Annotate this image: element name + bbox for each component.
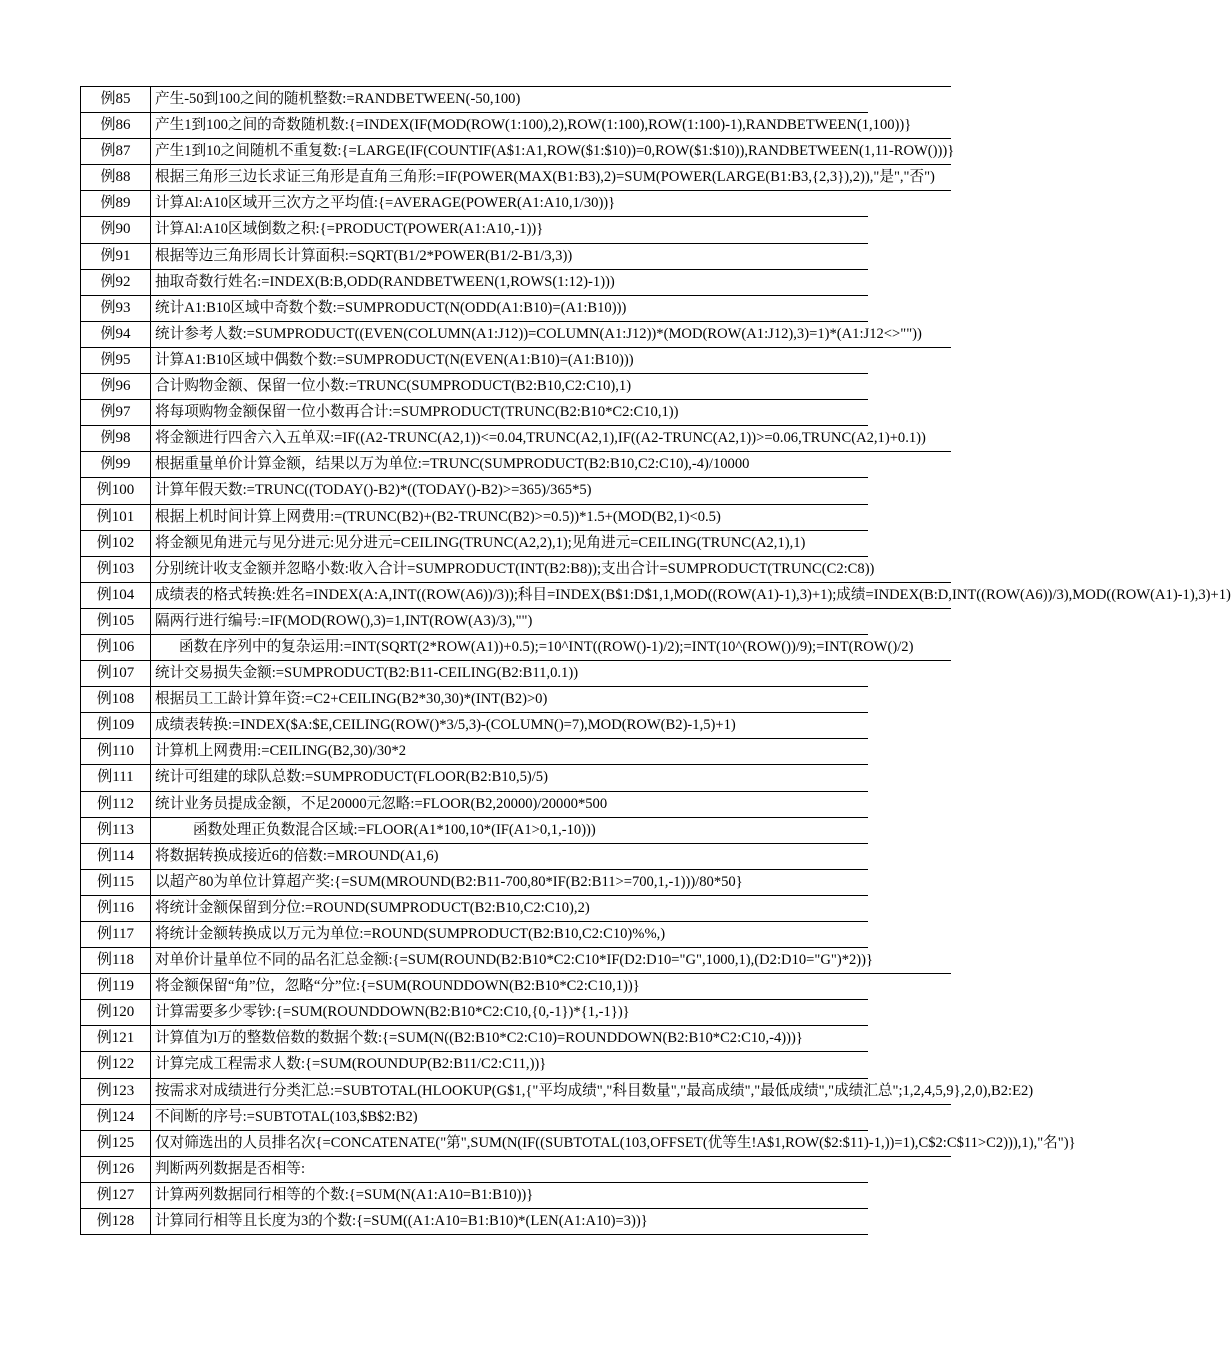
row-label-cell[interactable]: 例116 [81,896,151,921]
formula-cell[interactable]: 以超产80为单位计算超产奖:{=SUM(MROUND(B2:B11-700,80*IF(B2:B11>=700,1,-1)))/80*50} [155,873,743,890]
row-label-cell[interactable]: 例99 [81,452,151,477]
table-row [81,531,868,557]
formula-cell[interactable]: 分别统计收支金额并忽略小数:收入合计=SUMPRODUCT(INT(B2:B8));支出合计=SUMPRODUCT(TRUNC(C2:C8)) [155,560,875,577]
row-label-cell[interactable]: 例104 [81,583,151,608]
table-row [81,322,951,348]
table-row [81,1131,1076,1157]
row-label-cell[interactable]: 例92 [81,270,151,295]
row-label-cell[interactable]: 例118 [81,948,151,973]
formula-cell[interactable]: 根据重量单价计算金额，结果以万为单位:=TRUNC(SUMPRODUCT(B2:B10,C2:C10),-4)/10000 [155,456,750,473]
table-row [81,1079,1034,1105]
row-label-cell[interactable]: 例123 [81,1079,151,1104]
formula-cell[interactable]: 统计A1:B10区域中奇数个数:=SUMPRODUCT(N(ODD(A1:B10)=(A1:B10))) [155,299,627,316]
row-label-cell[interactable]: 例112 [81,792,151,817]
formula-cell[interactable]: 根据员工工龄计算年资:=C2+CEILING(B2*30,30)*(INT(B2)>0) [155,691,548,708]
row-label-cell[interactable]: 例103 [81,557,151,582]
table-row [81,505,868,531]
table-row [81,244,868,270]
row-label-cell[interactable]: 例114 [81,844,151,869]
row-label-cell[interactable]: 例108 [81,687,151,712]
table-row [81,426,951,452]
formula-cell[interactable]: 合计购物金额、保留一位小数:=TRUNC(SUMPRODUCT(B2:B10,C2:C10),1) [155,378,632,395]
row-label-cell[interactable]: 例86 [81,113,151,138]
table-row [81,948,951,974]
formula-cell[interactable]: 将数据转换成接近6的倍数:=MROUND(A1,6) [155,847,439,864]
formula-cell[interactable]: 计算两列数据同行相等的个数:{=SUM(N(A1:A10=B1:B10))} [155,1186,534,1203]
row-label-cell[interactable]: 例125 [81,1131,151,1156]
formula-cell[interactable]: 计算年假天数:=TRUNC((TODAY()-B2)*((TODAY()-B2)>=365)/365*5) [155,482,592,499]
table-row [81,1026,868,1052]
formula-cell[interactable]: 抽取奇数行姓名:=INDEX(B:B,ODD(RANDBETWEEN(1,ROWS(1:12)-1))) [155,273,615,290]
formula-cell[interactable]: 将金额进行四舍六入五单双:=IF((A2-TRUNC(A2,1))<=0.04,TRUNC(A2,1),IF((A2-TRUNC(A2,1))>=0.06,TRUNC(A2,1)+0.1)) [155,430,926,447]
row-label-cell[interactable]: 例111 [81,765,151,790]
table-row [81,191,868,217]
formula-cell[interactable]: 统计业务员提成金额，不足20000元忽略:=FLOOR(B2,20000)/20000*500 [155,795,608,812]
row-label-cell[interactable]: 例119 [81,974,151,999]
row-label-cell[interactable]: 例128 [81,1209,151,1234]
formula-cell[interactable]: 函数处理正负数混合区域:=FLOOR(A1*100,10*(IF(A1>0,1,-10))) [193,821,596,838]
formula-cell[interactable]: 成绩表的格式转换:姓名=INDEX(A:A,INT((ROW(A6))/3));科目=INDEX(B$1:D$1,1,MOD((ROW(A1)-1),3)+1);成绩=INDEX(B:D,INT((ROW(A6))/3),MOD((ROW(A1)-1),3)+1) [155,586,1231,603]
row-label-cell[interactable]: 例122 [81,1052,151,1077]
row-label-cell[interactable]: 例95 [81,348,151,373]
row-label-cell[interactable]: 例85 [81,87,151,112]
row-label-cell[interactable]: 例106 [81,635,151,660]
formula-cell[interactable]: 计算需要多少零钞:{=SUM(ROUNDDOWN(B2:B10*C2:C10,{0,-1})*{1,-1})} [155,1004,630,1021]
table-row [81,896,868,922]
formula-cell[interactable]: 产生-50到100之间的随机整数:=RANDBETWEEN(-50,100) [155,91,521,107]
formula-cell[interactable]: 将统计金额保留到分位:=ROUND(SUMPRODUCT(B2:B10,C2:C10),2) [155,899,590,916]
table-row [81,661,868,687]
row-label-cell[interactable]: 例98 [81,426,151,451]
table-row [81,870,868,896]
row-label-cell[interactable]: 例94 [81,322,151,347]
row-label-cell[interactable]: 例109 [81,713,151,738]
row-label-cell[interactable]: 例97 [81,400,151,425]
table-row [81,1209,868,1235]
formula-cell[interactable]: 不间断的序号:=SUBTOTAL(103,$B$2:B2) [155,1108,418,1125]
formula-cell[interactable]: 成绩表转换:=INDEX($A:$E,CEILING(ROW()*3/5,3)-(COLUMN()=7),MOD(ROW(B2)-1,5)+1) [155,717,736,734]
formula-cell[interactable]: 计算机上网费用:=CEILING(B2,30)/30*2 [155,743,407,760]
formula-cell[interactable]: 按需求对成绩进行分类汇总:=SUBTOTAL(HLOOKUP(G$1,{"平均成绩","科目数量","最高成绩","最低成绩","成绩汇总";1,2,4,5,9},2,0),B2:E2) [155,1082,1034,1099]
row-label-cell[interactable]: 例90 [81,217,151,242]
table-row [81,1183,868,1209]
row-label-cell[interactable]: 例120 [81,1000,151,1025]
row-label-cell[interactable]: 例93 [81,296,151,321]
table-row [81,1000,868,1026]
formula-table [80,86,1231,1235]
table-row [81,113,951,139]
formula-cell[interactable]: 计算值为l万的整数倍数的数据个数:{=SUM(N((B2:B10*C2:C10)=ROUNDDOWN(B2:B10*C2:C10,-4)))} [155,1030,803,1047]
row-label-cell[interactable]: 例126 [81,1157,151,1182]
row-label-cell[interactable]: 例115 [81,870,151,895]
table-row [81,348,868,374]
row-label-cell[interactable]: 例107 [81,661,151,686]
formula-cell[interactable]: 计算完成工程需求人数:{=SUM(ROUNDUP(B2:B11/C2:C11,))} [155,1056,547,1073]
formula-cell[interactable]: 统计可组建的球队总数:=SUMPRODUCT(FLOOR(B2:B10,5)/5) [155,769,548,786]
row-label-cell[interactable]: 例87 [81,139,151,164]
table-row [81,765,868,791]
formula-cell[interactable]: 计算Al:A10区域倒数之积:{=PRODUCT(POWER(A1:A10,-1))} [155,221,544,238]
row-label-cell[interactable]: 例91 [81,244,151,269]
row-label-cell[interactable]: 例105 [81,609,151,634]
formula-cell[interactable]: 仅对筛选出的人员排名次{=CONCATENATE("第",SUM(N(IF((SUBTOTAL(103,OFFSET(优等生!A$1,ROW($2:$11)-1,))=1),C$2:C$11>C2))),1),"名")} [155,1134,1076,1151]
table-row [81,609,868,635]
formula-cell[interactable]: 隔两行进行编号:=IF(MOD(ROW(),3)=1,INT(ROW(A3)/3),"") [155,612,533,629]
table-row [81,818,868,844]
table-row [81,557,951,583]
row-label-cell[interactable]: 例88 [81,165,151,190]
table-row [81,217,868,243]
table-row [81,583,1231,609]
table-row [81,270,868,296]
row-label-cell[interactable]: 例96 [81,374,151,399]
table-row [81,687,868,713]
row-label-cell[interactable]: 例113 [81,818,151,843]
row-label-cell[interactable]: 例124 [81,1105,151,1130]
row-label-cell[interactable]: 例110 [81,739,151,764]
formula-cell[interactable]: 产生1到10之间随机不重复数:{=LARGE(IF(COUNTIF(A$1:A1,ROW($1:$10))=0,ROW($1:$10)),RANDBETWEEN(1,11-ROW()))} [155,143,955,160]
formula-cell[interactable]: 将金额见角进元与见分进元:见分进元=CEILING(TRUNC(A2,2),1);见角进元=CEILING(TRUNC(A2,1),1) [155,534,806,551]
formula-cell[interactable]: 根据三角形三边长求证三角形是直角三角形:=IF(POWER(MAX(B1:B3),2)=SUM(POWER(LARGE(B1:B3,{2,3}),2)),"是","否") [155,169,935,186]
table-row [81,87,868,113]
table-row [81,1157,868,1183]
table-row [81,713,868,739]
formula-cell[interactable]: 产生1到100之间的奇数随机数:{=INDEX(IF(MOD(ROW(1:100),2),ROW(1:100),ROW(1:100)-1),RANDBETWEEN(1,100))} [155,117,912,134]
table-row [81,165,951,191]
table-row [81,1052,868,1078]
formula-cell[interactable]: 对单价计量单位不同的品名汇总金额:{=SUM(ROUND(B2:B10*C2:C10*IF(D2:D10="G",1000,1),(D2:D10="G")*2))} [155,952,874,969]
formula-cell[interactable]: 计算同行相等且长度为3的个数:{=SUM((A1:A10=B1:B10)*(LEN(A1:A10)=3))} [155,1213,648,1230]
formula-cell[interactable]: 统计参考人数:=SUMPRODUCT((EVEN(COLUMN(A1:J12))=COLUMN(A1:J12))*(MOD(ROW(A1:J12),3)=1)*(A1:J12<>"")) [155,325,922,342]
table-row [81,296,868,322]
formula-cell[interactable]: 计算A1:B10区域中偶数个数:=SUMPRODUCT(N(EVEN(A1:B10)=(A1:B10))) [155,351,634,368]
row-label-cell[interactable]: 例121 [81,1026,151,1051]
row-label-cell[interactable]: 例89 [81,191,151,216]
table-row [81,374,868,400]
table-row [81,922,868,948]
table-row [81,400,868,426]
formula-cell[interactable]: 将金额保留“角”位，忽略“分”位:{=SUM(ROUNDDOWN(B2:B10*C2:C10,1))} [155,978,640,995]
row-label-cell[interactable]: 例100 [81,478,151,503]
row-label-cell[interactable]: 例102 [81,531,151,556]
row-label-cell[interactable]: 例101 [81,505,151,530]
table-row [81,974,868,1000]
table-row [81,792,868,818]
table-row [81,139,955,165]
formula-cell[interactable]: 根据等边三角形周长计算面积:=SQRT(B1/2*POWER(B1/2-B1/3,3)) [155,247,573,264]
formula-cell[interactable]: 根据上机时间计算上网费用:=(TRUNC(B2)+(B2-TRUNC(B2)>=0.5))*1.5+(MOD(B2,1)<0.5) [155,508,721,525]
formula-cell[interactable]: 统计交易损失金额:=SUMPRODUCT(B2:B11-CEILING(B2:B11,0.1)) [155,665,579,682]
table-row [81,1105,868,1131]
table-row [81,739,868,765]
row-label-cell[interactable]: 例127 [81,1183,151,1208]
table-row [81,478,868,504]
formula-cell[interactable]: 将统计金额转换成以万元为单位:=ROUND(SUMPRODUCT(B2:B10,C2:C10)%%,) [155,926,666,942]
row-label-cell[interactable]: 例117 [81,922,151,947]
table-row [81,635,951,661]
formula-cell[interactable]: 判断两列数据是否相等: [155,1160,305,1177]
formula-cell[interactable]: 计算Al:A10区域开三次方之平均值:{=AVERAGE(POWER(A1:A10,1/30))} [155,195,616,212]
formula-cell[interactable]: 将每项购物金额保留一位小数再合计:=SUMPRODUCT(TRUNC(B2:B10*C2:C10,1)) [155,404,679,421]
formula-cell[interactable]: 函数在序列中的复杂运用:=INT(SQRT(2*ROW(A1))+0.5);=10^INT((ROW()-1)/2);=INT(10^(ROW())/9);=INT(ROW()/2) [179,638,914,655]
table-row [81,452,868,478]
table-row [81,844,868,870]
